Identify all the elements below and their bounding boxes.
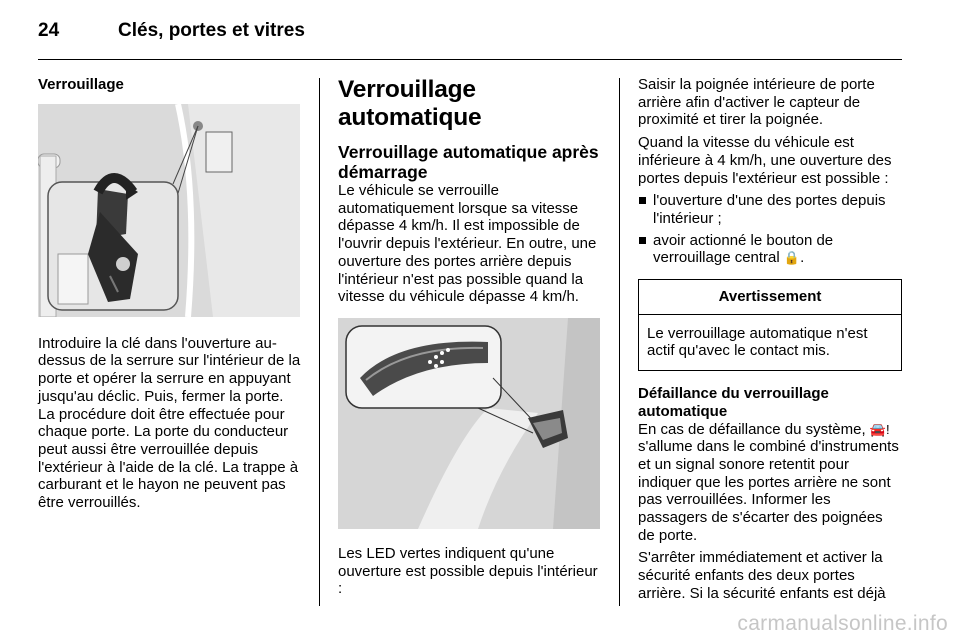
door-lock-key-illustration — [38, 104, 300, 317]
section-subheading: Verrouillage — [38, 76, 124, 93]
list-item-text: avoir actionné le bouton de verrouillage central — [653, 231, 834, 267]
lock-icon: 🔒 — [783, 250, 801, 266]
warning-title: Avertissement — [639, 280, 901, 315]
page-number: 24 — [38, 20, 60, 41]
locking-instructions: Introduire la clé dans l'ouverture au-dessus de la serrure sur l'intérieur de la porte et opérer la serrure en appuyant jusqu'au déclic. Puis, fermer la porte. La procédure doit être effectuée pour chaque porte. La porte du conducteur peut aussi être verrouillée depuis l'extérieur à l'aide de la clé. La trappe à carburant et le hayon ne peuvent pas être verrouillés. — [38, 334, 301, 512]
speed-condition-text: Quand la vitesse du véhicule est inférieure à 4 km/h, une ouverture des portes depuis l'extérieur est possible : — [638, 134, 892, 187]
page-title: Clés, portes et vitres — [118, 20, 305, 41]
list-item-text: l'ouverture d'une des portes depuis l'intérieur ; — [653, 192, 886, 227]
page-header — [38, 20, 918, 60]
column-divider — [319, 78, 320, 606]
door-handle-illustration-svg — [338, 318, 600, 529]
failure-text — [638, 421, 902, 545]
section-heading: Verrouillage automatique — [338, 76, 482, 131]
column-2 — [338, 76, 604, 603]
column-divider — [619, 78, 620, 606]
warning-box — [638, 279, 902, 371]
warning-text: Le verrouillage automatique n'est actif qu'avec le contact mis. — [647, 324, 868, 360]
column-1 — [38, 76, 304, 517]
auto-lock-description: Le véhicule se verrouille automatiquement lorsque sa vitesse dépasse 4 km/h. Il est impossible de l'ouvrir depuis l'extérieur. En outre, une ouverture des portes arrière depuis l'intérieur n'est pas possible quand la vitesse du véhicule dépasse 4 km/h. — [338, 182, 597, 306]
failure-text-suffix: s'allume dans le combiné d'instruments et un signal sonore retentit pour indiquer que les portes arrière ne sont pas verrouillées. Informer les passagers de s'écarter des poignées de porte. — [638, 438, 899, 544]
proximity-sensor-text: Saisir la poignée intérieure de porte arrière afin d'activer le capteur de proximité et tirer la poignée. — [638, 76, 875, 129]
watermark: carmanualsonline.info — [737, 612, 948, 635]
column-3 — [638, 76, 902, 608]
failure-text-prefix: En cas de défaillance du système, — [638, 420, 866, 438]
subsection-heading: Verrouillage automatique après démarrage — [338, 142, 599, 182]
led-description: Les LED vertes indiquent qu'une ouverture est possible depuis l'intérieur : — [338, 544, 598, 598]
header-rule — [38, 59, 902, 60]
door-handle-led-illustration — [338, 318, 600, 529]
list-item — [638, 192, 902, 227]
failure-heading: Défaillance du verrouillage automatique — [638, 385, 829, 420]
key-lock-illustration-svg — [38, 104, 300, 317]
condition-list — [638, 192, 902, 267]
stop-instructions: S'arrêter immédiatement et activer la sécurité enfants des deux portes arrière. Si la sécurité enfants est déjà — [638, 549, 886, 602]
list-item-suffix: . — [800, 249, 805, 267]
car-warning-icon: 🚘! — [869, 421, 890, 437]
list-item — [638, 232, 902, 267]
